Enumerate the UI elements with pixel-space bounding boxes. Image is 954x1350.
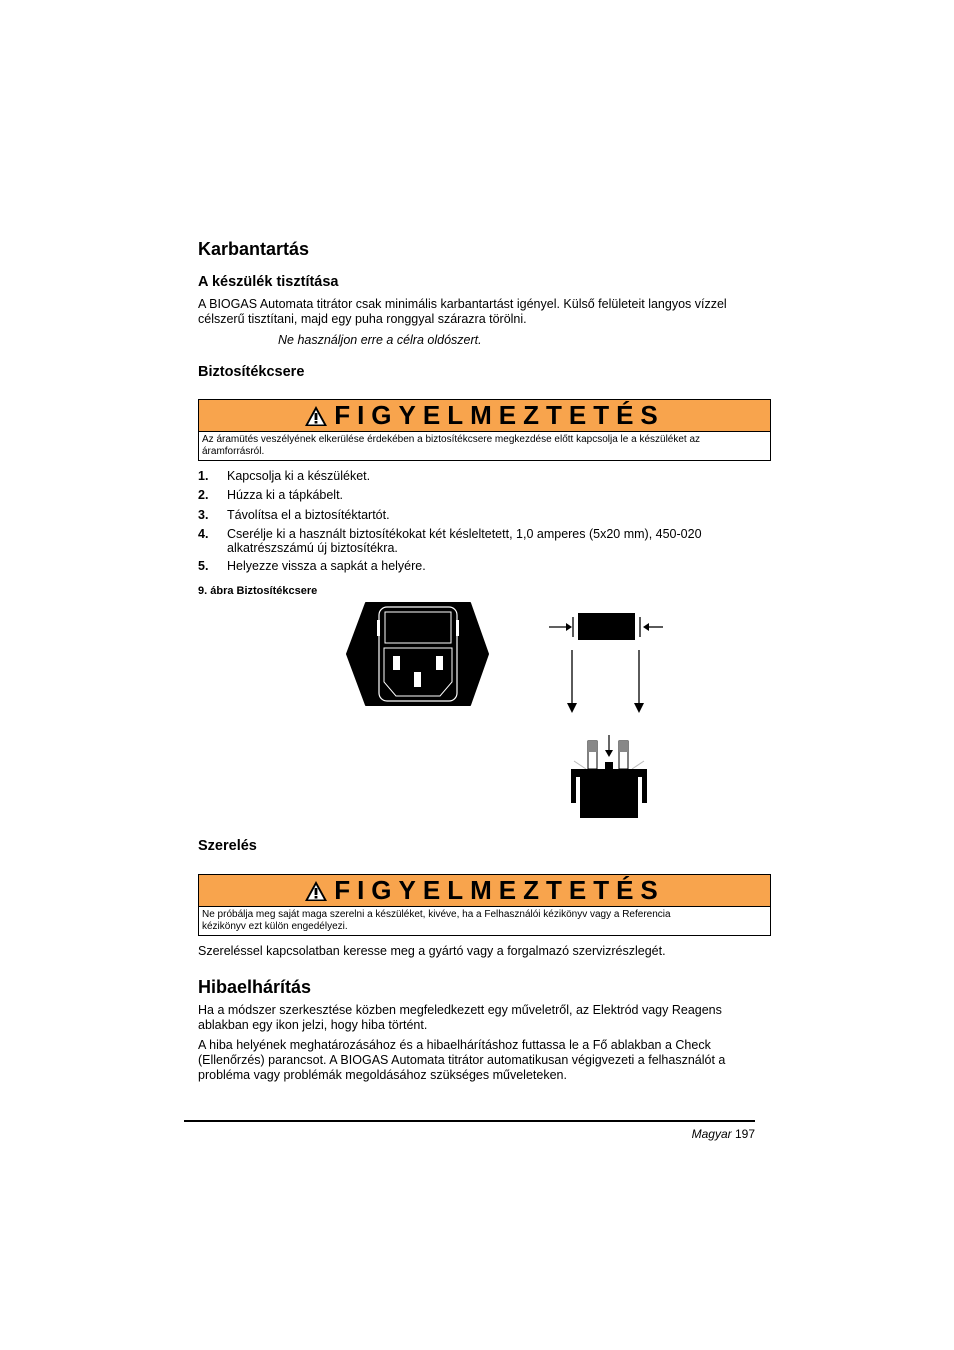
warning-box-installation xyxy=(198,874,771,936)
warning-text-line1: Az áramütés veszélyének elkerülése érdekében a biztosítékcsere megkezdése előtt kapcsolja le a készüléket az xyxy=(202,434,701,445)
step-text: Cserélje ki a használt biztosítékokat két késleltetett, 1,0 amperes (5x20 mm), 450-020 xyxy=(227,527,702,541)
power-inlet-illustration xyxy=(344,600,492,708)
step-number: 3. xyxy=(198,508,209,522)
step-text-continued: alkatrészszámú új biztosítékra. xyxy=(227,541,398,555)
step-text: Távolítsa el a biztosítéktartót. xyxy=(227,508,390,522)
troubleshooting-p2-line2: (Ellenőrzés) parancsot. A BIOGAS Automata titrátor automatikusan végigvezeti a felhasználót a xyxy=(198,1053,726,1067)
warning-text-line1: Ne próbálja meg saját maga szerelni a készüléket, kivéve, ha a Felhasználói kézikönyv vagy a Referencia xyxy=(202,909,671,920)
warning-title: FIGYELMEZTETÉS xyxy=(334,875,665,905)
warning-box-fuse xyxy=(198,399,771,461)
step-text: Helyezze vissza a sapkát a helyére. xyxy=(227,559,426,573)
section-title-maintenance: Karbantartás xyxy=(198,239,310,259)
fuse-replacement-illustration xyxy=(545,606,670,716)
troubleshooting-p2-line1: A hiba helyének meghatározásához és a hibaelhárításhoz futtassa le a Fő ablakban a Check xyxy=(198,1038,711,1052)
warning-triangle-icon xyxy=(304,880,328,902)
troubleshooting-p2-line3: probléma vagy problémák megoldásához szükséges műveleteken. xyxy=(198,1068,567,1082)
footer-page-number: 197 xyxy=(734,1127,755,1141)
step-number: 5. xyxy=(198,559,209,573)
fuse-holder-cap-illustration xyxy=(566,733,652,823)
footer-language: Magyar xyxy=(691,1127,732,1141)
warning-header xyxy=(199,400,770,432)
warning-title: FIGYELMEZTETÉS xyxy=(334,400,665,430)
step-text: Húzza ki a tápkábelt. xyxy=(227,488,344,502)
cleaning-note: Ne használjon erre a célra oldószert. xyxy=(278,333,482,347)
step-number: 2. xyxy=(198,488,209,502)
warning-text-line2: kézikönyv ezt külön engedélyezi. xyxy=(202,921,348,932)
warning-text-line2: áramforrásról. xyxy=(202,446,265,457)
warning-text xyxy=(199,432,770,460)
warning-text xyxy=(199,907,770,935)
subsection-title-fuse: Biztosítékcsere xyxy=(198,364,305,380)
warning-triangle-icon xyxy=(304,405,328,427)
section-title-troubleshooting: Hibaelhárítás xyxy=(198,977,312,997)
cleaning-text-line2: célszerű tisztítani, majd egy puha ronggyal szárazra törölni. xyxy=(198,312,527,326)
troubleshooting-p1-line2: ablakban egy ikon jelzi, hogy hiba történt. xyxy=(198,1018,428,1032)
subsection-title-cleaning: A készülék tisztítása xyxy=(198,274,339,290)
step-number: 4. xyxy=(198,527,209,541)
cleaning-text-line1: A BIOGAS Automata titrátor csak minimális karbantartást igényel. Külső felületeit langyos vízzel xyxy=(198,297,727,311)
warning-header xyxy=(199,875,770,907)
troubleshooting-p1-line1: Ha a módszer szerkesztése közben megfeledkezett egy műveletről, az Elektród vagy Reagens xyxy=(198,1003,722,1017)
footer-page-label xyxy=(600,1127,755,1141)
footer-rule xyxy=(184,1120,755,1122)
step-text: Kapcsolja ki a készüléket. xyxy=(227,469,371,483)
step-number: 1. xyxy=(198,469,209,483)
figure-caption: 9. ábra Biztosítékcsere xyxy=(198,585,318,597)
subsection-title-installation: Szerelés xyxy=(198,838,257,854)
installation-text: Szereléssel kapcsolatban keresse meg a gyártó vagy a forgalmazó szervizrészlegét. xyxy=(198,944,666,958)
